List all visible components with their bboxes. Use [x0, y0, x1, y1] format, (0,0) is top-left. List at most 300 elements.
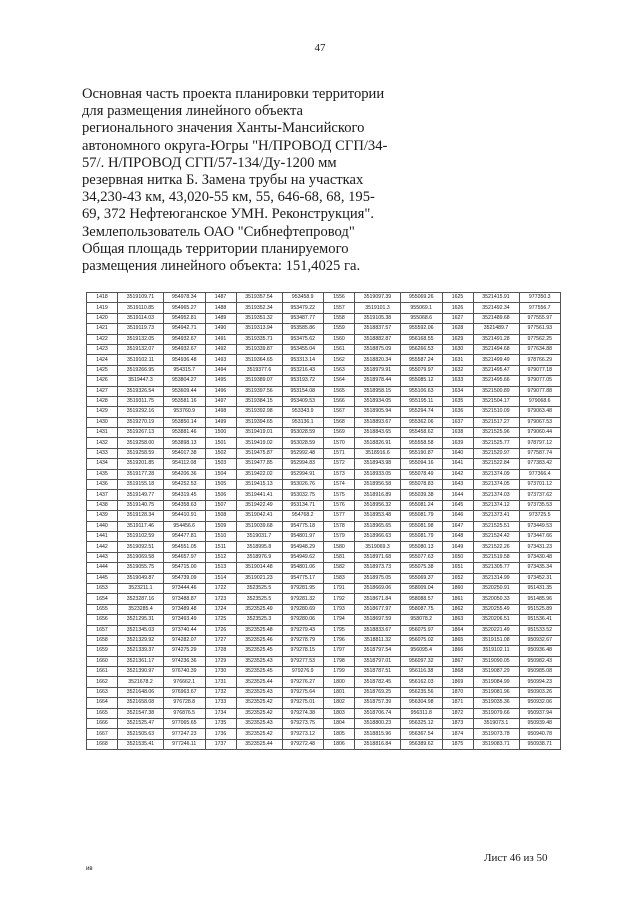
table-cell: 1647 — [442, 521, 473, 531]
table-cell: 1444 — [87, 563, 118, 573]
table-cell: 954952.81 — [164, 313, 206, 323]
table-cell: 1427 — [87, 386, 118, 396]
table-cell: 1423 — [87, 344, 118, 354]
table-cell: 3519311.75 — [118, 396, 164, 406]
table-cell: 956367.54 — [401, 729, 443, 739]
table-cell: 3521495.66 — [473, 376, 519, 386]
table-cell: 977562.25 — [519, 334, 561, 344]
table-cell: 3523525.42 — [236, 708, 282, 718]
table-cell: 955106.63 — [401, 386, 443, 396]
table-cell: 1722 — [205, 583, 236, 593]
heading-line: 69, 372 Нефтеюганское УМН. Реконструкция". — [82, 206, 375, 223]
table-cell: 3521520.97 — [473, 448, 519, 458]
table-cell: 3521522.84 — [473, 459, 519, 469]
table-cell: 1800 — [324, 677, 355, 687]
table-cell: 1445 — [87, 573, 118, 583]
table-cell: 1559 — [324, 324, 355, 334]
table-cell: 3519422.02 — [236, 469, 282, 479]
table-cell: 3521374.05 — [473, 480, 519, 490]
table-row — [87, 407, 561, 417]
heading-line: резервная нитка Б. Замена трубы на участках — [82, 172, 364, 189]
table-cell: 3521314.99 — [473, 573, 519, 583]
table-cell: 3519477.85 — [236, 459, 282, 469]
table-cell: 1441 — [87, 531, 118, 541]
table-cell: 1431 — [87, 428, 118, 438]
table-row — [87, 324, 561, 334]
table-cell: 3519102.11 — [473, 646, 519, 656]
table-cell: 1806 — [324, 739, 355, 749]
table-cell: 956116.38 — [401, 667, 443, 677]
table-cell: 979279.43 — [282, 625, 324, 635]
table-cell: 979077.05 — [519, 376, 561, 386]
table-cell: 3521489.7 — [473, 324, 519, 334]
page-number: 47 — [314, 42, 326, 54]
table-cell: 1863 — [442, 615, 473, 625]
table-cell: 953216.43 — [282, 365, 324, 375]
table-cell: 3519117.46 — [118, 521, 164, 531]
table-row — [87, 480, 561, 490]
table-cell: 1581 — [324, 552, 355, 562]
table-cell: 1492 — [205, 344, 236, 354]
table-cell: 979280.06 — [282, 615, 324, 625]
table-cell: 979060.44 — [519, 428, 561, 438]
table-cell: 3518671.84 — [355, 594, 401, 604]
table-cell: 979067.53 — [519, 417, 561, 427]
heading-line: регионального значения Ханты-Мансийского — [82, 120, 365, 137]
table-cell: 3519079.66 — [473, 708, 519, 718]
table-cell: 3519351.32 — [236, 313, 282, 323]
table-cell: 1507 — [205, 500, 236, 510]
table-cell: 954551.05 — [164, 542, 206, 552]
table-cell: 1737 — [205, 739, 236, 749]
table-cell: 1513 — [205, 563, 236, 573]
table-cell: 958088.57 — [401, 594, 443, 604]
table-cell: 1645 — [442, 500, 473, 510]
table-cell: 3519292.16 — [118, 407, 164, 417]
table-cell: 976728.8 — [164, 698, 206, 708]
table-cell: 1501 — [205, 438, 236, 448]
table-row — [87, 293, 561, 303]
table-cell: 954315.7 — [164, 365, 206, 375]
table-cell: 1873 — [442, 719, 473, 729]
table-row — [87, 719, 561, 729]
table-cell: 1633 — [442, 376, 473, 386]
table-cell: 3521525.51 — [473, 521, 519, 531]
table-cell: 1487 — [205, 293, 236, 303]
table-cell: 951533.52 — [519, 625, 561, 635]
table-cell: 3518669.06 — [355, 583, 401, 593]
table-cell: 1506 — [205, 490, 236, 500]
table-cell: 1867 — [442, 656, 473, 666]
table-cell: 955587.24 — [401, 355, 443, 365]
table-cell: 1574 — [324, 480, 355, 490]
table-cell: 3523525.42 — [236, 698, 282, 708]
table-cell: 3521305.77 — [473, 563, 519, 573]
table-cell: 1793 — [324, 604, 355, 614]
table-cell: 954252.53 — [164, 480, 206, 490]
sheet-label: Лист 46 из 50 — [484, 852, 548, 864]
table-cell: 953032.75 — [282, 490, 324, 500]
table-cell: 950932.67 — [519, 635, 561, 645]
table-row — [87, 490, 561, 500]
table-cell: 3519151.08 — [473, 635, 519, 645]
table-cell: 953313.14 — [282, 355, 324, 365]
table-cell: 979278.15 — [282, 646, 324, 656]
table-cell: 1660 — [87, 656, 118, 666]
table-cell: 3518943.98 — [355, 459, 401, 469]
table-cell: 953804.27 — [164, 376, 206, 386]
table-cell: 3519422.49 — [236, 500, 282, 510]
table-cell: 1644 — [442, 490, 473, 500]
table-cell: 3518916.89 — [355, 490, 401, 500]
table-row — [87, 531, 561, 541]
table-cell: 3518958.15 — [355, 386, 401, 396]
table-cell: 955081.79 — [401, 531, 443, 541]
table-cell: 974275.29 — [164, 646, 206, 656]
table-cell: 3523525.45 — [236, 646, 282, 656]
table-cell: 1629 — [442, 334, 473, 344]
table-row — [87, 594, 561, 604]
table-cell: 3521373.41 — [473, 511, 519, 521]
table-row — [87, 739, 561, 749]
table-cell: 3519447.3 — [118, 376, 164, 386]
table-cell: 3521525.96 — [473, 428, 519, 438]
table-cell: 3519364.65 — [236, 355, 282, 365]
table-cell: 3518893.67 — [355, 417, 401, 427]
table-cell: 3518757.39 — [355, 698, 401, 708]
table-cell: 958087.75 — [401, 604, 443, 614]
table-row — [87, 604, 561, 614]
table-cell: 1724 — [205, 604, 236, 614]
footer-mark: ив — [86, 866, 93, 872]
table-cell: 1509 — [205, 521, 236, 531]
table-cell: 1861 — [442, 594, 473, 604]
table-row — [87, 646, 561, 656]
table-cell: 973435.34 — [519, 563, 561, 573]
table-cell: 3518706.74 — [355, 708, 401, 718]
table-cell: 1570 — [324, 438, 355, 448]
table-cell: 3518826.91 — [355, 438, 401, 448]
table-cell: 973449.53 — [519, 521, 561, 531]
table-cell: 1728 — [205, 646, 236, 656]
table-cell: 3523525.43 — [236, 687, 282, 697]
table-cell: 977555.97 — [519, 313, 561, 323]
table-cell: 3518815.96 — [355, 729, 401, 739]
table-cell: 1635 — [442, 396, 473, 406]
heading-line: Землепользователь ОАО "Сибнефтепровод" — [82, 223, 355, 240]
table-cell: 1426 — [87, 376, 118, 386]
table-cell: 3523525.44 — [236, 677, 282, 687]
table-cell: 955081.24 — [401, 500, 443, 510]
table-cell: 1504 — [205, 469, 236, 479]
table-cell: 953409.53 — [282, 396, 324, 406]
table-cell: 3519132.07 — [118, 344, 164, 354]
table-cell: 1420 — [87, 313, 118, 323]
table-cell: 979275.01 — [282, 698, 324, 708]
table-cell: 979280.69 — [282, 604, 324, 614]
table-cell: 3519270.19 — [118, 417, 164, 427]
table-cell: 1573 — [324, 469, 355, 479]
table-cell: 1565 — [324, 386, 355, 396]
table-cell: 3518769.25 — [355, 687, 401, 697]
table-cell: 3519149.77 — [118, 490, 164, 500]
table-row — [87, 428, 561, 438]
table-row — [87, 552, 561, 562]
table-cell: 1424 — [87, 355, 118, 365]
table-row — [87, 698, 561, 708]
table-cell: 951536.41 — [519, 615, 561, 625]
table-cell: 3521390.97 — [118, 667, 164, 677]
table-cell: 1795 — [324, 625, 355, 635]
table-row — [87, 448, 561, 458]
table-cell: 1571 — [324, 448, 355, 458]
table-cell: 955558.58 — [401, 438, 443, 448]
table-cell: 1636 — [442, 407, 473, 417]
table-cell: 1558 — [324, 313, 355, 323]
table-cell: 954948.29 — [282, 542, 324, 552]
table-cell: 3519102.11 — [118, 355, 164, 365]
table-cell: 3518975.05 — [355, 573, 401, 583]
table-row — [87, 656, 561, 666]
table-cell: 1437 — [87, 490, 118, 500]
table-cell: 3519083.71 — [473, 739, 519, 749]
table-cell: 954775.18 — [282, 521, 324, 531]
table-row — [87, 563, 561, 573]
table-cell: 3518916.6 — [355, 448, 401, 458]
table-cell: 954657.97 — [164, 552, 206, 562]
table-cell: 3523525.43 — [236, 719, 282, 729]
table-cell: 1572 — [324, 459, 355, 469]
table-cell: 3523287.16 — [118, 594, 164, 604]
table-cell: 3518837.57 — [355, 324, 401, 334]
table-cell: 1433 — [87, 448, 118, 458]
table-cell: 3519102.59 — [118, 531, 164, 541]
table-cell: 3521535.41 — [118, 739, 164, 749]
table-cell: 3518882.87 — [355, 334, 401, 344]
table-cell: 1640 — [442, 448, 473, 458]
table-cell: 3519155.18 — [118, 480, 164, 490]
table-cell: 1493 — [205, 355, 236, 365]
table-cell: 3518787.51 — [355, 667, 401, 677]
table-cell: 1874 — [442, 729, 473, 739]
table-cell: 1490 — [205, 324, 236, 334]
table-cell: 3521491.28 — [473, 334, 519, 344]
table-cell: 979273.75 — [282, 719, 324, 729]
table-cell: 1860 — [442, 583, 473, 593]
table-cell: 3519352.34 — [236, 303, 282, 313]
table-cell: 1730 — [205, 667, 236, 677]
table-cell: 954949.62 — [282, 552, 324, 562]
table-cell: 979077.88 — [519, 386, 561, 396]
table-cell: 950938.71 — [519, 739, 561, 749]
table-cell: 979281.95 — [282, 583, 324, 593]
table-cell: 953581.16 — [164, 396, 206, 406]
table-cell: 3523525.49 — [236, 604, 282, 614]
table-cell: 953475.62 — [282, 334, 324, 344]
table-cell: 3519389.07 — [236, 376, 282, 386]
table-cell: 3521415.91 — [473, 293, 519, 303]
table-cell: 3520050.33 — [473, 594, 519, 604]
table-cell: 953134.71 — [282, 500, 324, 510]
table-cell: 956168.55 — [401, 334, 443, 344]
table-cell: 1651 — [442, 563, 473, 573]
table-cell: 956162.03 — [401, 677, 443, 687]
table-cell: 973725.5 — [519, 511, 561, 521]
table-cell: 1575 — [324, 490, 355, 500]
table-cell: 1799 — [324, 667, 355, 677]
table-cell: 3523525.42 — [236, 729, 282, 739]
table-cell: 3523211.1 — [118, 583, 164, 593]
table-cell: 1435 — [87, 469, 118, 479]
table-cell: 3519042.41 — [236, 511, 282, 521]
table-cell: 1564 — [324, 376, 355, 386]
table-row — [87, 334, 561, 344]
table-cell: 1655 — [87, 604, 118, 614]
table-cell: 954978.34 — [164, 293, 206, 303]
table-cell: 977556.7 — [519, 303, 561, 313]
table-cell: 1561 — [324, 344, 355, 354]
table-cell: 1567 — [324, 407, 355, 417]
table-cell: 1576 — [324, 500, 355, 510]
table-cell: 1649 — [442, 542, 473, 552]
table-cell: 955079.97 — [401, 365, 443, 375]
table-cell: 976662.1 — [164, 677, 206, 687]
table-cell: 3521374.09 — [473, 469, 519, 479]
table-cell: 3518978.44 — [355, 376, 401, 386]
table-cell: 1510 — [205, 531, 236, 541]
table-cell: 954932.67 — [164, 334, 206, 344]
table-cell: 3521339.37 — [118, 646, 164, 656]
table-cell: 1803 — [324, 708, 355, 718]
table-cell: 958078.2 — [401, 615, 443, 625]
table-cell: 1578 — [324, 521, 355, 531]
table-cell: 977634.88 — [519, 344, 561, 354]
table-cell: 973701.12 — [519, 480, 561, 490]
table-cell: 3519119.73 — [118, 324, 164, 334]
table-cell: 1488 — [205, 303, 236, 313]
table-row — [87, 469, 561, 479]
table-cell: 953609.44 — [164, 386, 206, 396]
table-cell: 3519177.28 — [118, 469, 164, 479]
table-cell: 1668 — [87, 739, 118, 749]
table-cell: 1505 — [205, 480, 236, 490]
table-cell: 1631 — [442, 355, 473, 365]
table-cell: 954112.08 — [164, 459, 206, 469]
table-cell: 3521495.47 — [473, 365, 519, 375]
table-cell: 1430 — [87, 417, 118, 427]
table-cell: 1648 — [442, 531, 473, 541]
table-cell: 3521295.31 — [118, 615, 164, 625]
table-cell: 3521547.38 — [118, 708, 164, 718]
table-cell: 1868 — [442, 667, 473, 677]
table-cell: 3521504.17 — [473, 396, 519, 406]
table-cell: 950903.26 — [519, 687, 561, 697]
table-cell: 1418 — [87, 293, 118, 303]
table-cell: 3518816.84 — [355, 739, 401, 749]
table-cell: 950940.78 — [519, 729, 561, 739]
table-cell: 955094.16 — [401, 459, 443, 469]
heading-line: Общая площадь территории планируемого — [82, 240, 349, 257]
table-cell: 954358.63 — [164, 500, 206, 510]
table-cell: 3519049.87 — [118, 573, 164, 583]
table-cell: 956325.12 — [401, 719, 443, 729]
table-cell: 3518677.97 — [355, 604, 401, 614]
table-cell: 1627 — [442, 313, 473, 323]
table-cell: 3518833.67 — [355, 625, 401, 635]
table-cell: 956389.62 — [401, 739, 443, 749]
table-cell: 953585.86 — [282, 324, 324, 334]
table-cell: 1650 — [442, 552, 473, 562]
table-cell: 950936.48 — [519, 646, 561, 656]
table-cell: 1557 — [324, 303, 355, 313]
table-cell: 956235.56 — [401, 687, 443, 697]
table-cell: 3518797.54 — [355, 646, 401, 656]
table-cell: 3519087.29 — [473, 667, 519, 677]
table-cell: 3519267.13 — [118, 428, 164, 438]
table-cell: 3521678.2 — [118, 677, 164, 687]
table-cell: 973740.44 — [164, 625, 206, 635]
table-cell: 951525.89 — [519, 604, 561, 614]
table-cell: 3519092.51 — [118, 542, 164, 552]
table-cell: 979272.48 — [282, 739, 324, 749]
table-cell: 3518966.63 — [355, 531, 401, 541]
table-cell: 3518973.73 — [355, 563, 401, 573]
table-cell: 973430.48 — [519, 552, 561, 562]
table-cell: 3519055.75 — [118, 563, 164, 573]
table-cell: 1491 — [205, 334, 236, 344]
table-cell: 3523525.46 — [236, 635, 282, 645]
table-row — [87, 396, 561, 406]
table-cell: 3523525.5 — [236, 583, 282, 593]
table-cell: 1583 — [324, 573, 355, 583]
table-cell: 973452.31 — [519, 573, 561, 583]
table-cell: 954932.67 — [164, 344, 206, 354]
table-cell: 3519014.48 — [236, 563, 282, 573]
table-cell: 979068.6 — [519, 396, 561, 406]
table-cell: 1643 — [442, 480, 473, 490]
table-row — [87, 365, 561, 375]
table-cell: 3518800.23 — [355, 719, 401, 729]
table-cell: 1801 — [324, 687, 355, 697]
table-cell: 3521524.42 — [473, 531, 519, 541]
table-cell: 977561.93 — [519, 324, 561, 334]
table-cell: 956095.4 — [401, 646, 443, 656]
table-row — [87, 625, 561, 635]
table-cell: 973737.62 — [519, 490, 561, 500]
table-cell: 977383.42 — [519, 459, 561, 469]
table-cell: 3519128.34 — [118, 511, 164, 521]
table-cell: 973488.87 — [164, 594, 206, 604]
table-cell: 3521525.77 — [473, 438, 519, 448]
table-cell: 953154.08 — [282, 386, 324, 396]
table-cell: 950939.48 — [519, 719, 561, 729]
table-cell: 3518782.45 — [355, 677, 401, 687]
table-cell: 1731 — [205, 677, 236, 687]
table-cell: 1665 — [87, 708, 118, 718]
table-cell: 1791 — [324, 583, 355, 593]
table-cell: 955078.83 — [401, 480, 443, 490]
table-cell: 3519081.96 — [473, 687, 519, 697]
table-cell: 953898.13 — [164, 438, 206, 448]
table-cell: 3518953.48 — [355, 511, 401, 521]
coordinates-table — [86, 292, 561, 750]
table-row — [87, 511, 561, 521]
table-cell: 950982.43 — [519, 656, 561, 666]
table-cell: 1864 — [442, 625, 473, 635]
table-cell: 1512 — [205, 552, 236, 562]
table-cell: 955081.98 — [401, 521, 443, 531]
table-cell: 955039.38 — [401, 490, 443, 500]
